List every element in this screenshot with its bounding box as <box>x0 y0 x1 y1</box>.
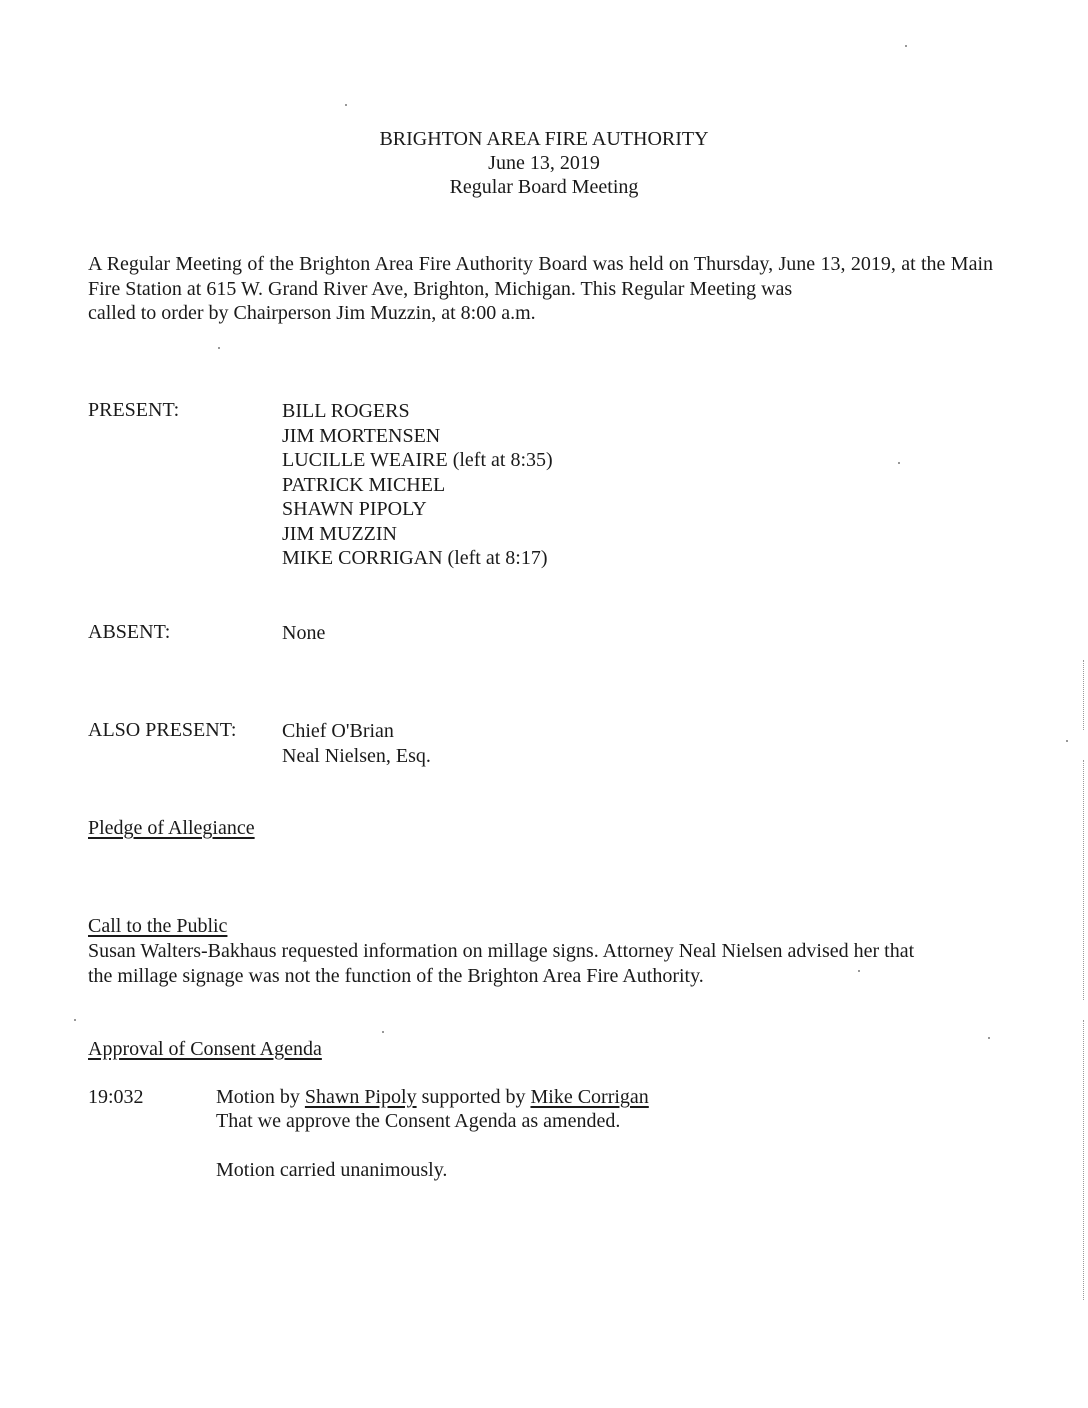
scan-margin-mark <box>1083 1020 1084 1300</box>
motion-prefix: Motion by <box>216 1086 305 1108</box>
meeting-type: Regular Board Meeting <box>449 176 639 198</box>
present-member: MIKE CORRIGAN (left at 8:17) <box>282 547 548 569</box>
pledge-heading: Pledge of Allegiance <box>88 817 255 839</box>
motion-mover: Shawn Pipoly <box>304 1086 417 1108</box>
intro-last-line: called to order by Chairperson Jim Muzzin, at 8:00 a.m. <box>88 302 536 324</box>
present-member: SHAWN PIPOLY <box>282 498 427 520</box>
scan-speck <box>898 462 900 464</box>
scan-speck <box>382 1031 384 1033</box>
consent-agenda-heading: Approval of Consent Agenda <box>88 1038 322 1060</box>
call-to-public-last-line: the millage signage was not the function of the Brighton Area Fire Authority. <box>88 964 704 987</box>
intro-text: A Regular Meeting of the Brighton Area Fire Authority Board was held on Thursday, June 13, 2019, at the Main Fire Station at 615 W. Grand River Ave, Brighton, Michigan. This Regular Meeting was <box>88 253 993 300</box>
scan-speck <box>905 45 907 47</box>
call-to-public-text: Susan Walters-Bakhaus requested information on millage signs. Attorney Neal Nielsen advised her that <box>88 940 915 962</box>
motion-line <box>216 1086 649 1109</box>
also-present-member: Neal Nielsen, Esq. <box>282 744 431 767</box>
motion-supporter: Mike Corrigan <box>530 1086 649 1108</box>
absent-label: ABSENT: <box>88 621 171 643</box>
scan-speck <box>218 347 220 349</box>
scan-speck <box>74 1019 76 1021</box>
scan-speck <box>1066 740 1068 742</box>
present-list <box>282 399 553 571</box>
present-member: JIM MUZZIN <box>282 522 397 545</box>
scan-margin-mark <box>1083 760 1084 1000</box>
scan-margin-mark <box>1083 660 1084 730</box>
scan-speck <box>345 104 347 106</box>
motion-text: That we approve the Consent Agenda as amended. <box>216 1110 621 1132</box>
present-member: PATRICK MICHEL <box>282 473 446 496</box>
call-to-public-paragraph <box>88 939 993 988</box>
present-member: LUCILLE WEAIRE (left at 8:35) <box>282 449 553 471</box>
organization-title: BRIGHTON AREA FIRE AUTHORITY <box>379 128 709 150</box>
motion-result: Motion carried unanimously. <box>216 1159 448 1181</box>
meeting-date: June 13, 2019 <box>488 152 600 174</box>
scan-speck <box>858 970 860 972</box>
also-present-member: Chief O'Brian <box>282 720 394 742</box>
scan-speck <box>988 1037 990 1039</box>
present-member: JIM MORTENSEN <box>282 424 441 447</box>
document-header <box>0 127 1088 199</box>
motion-number: 19:032 <box>88 1086 144 1108</box>
intro-paragraph <box>88 252 993 326</box>
call-to-public-heading: Call to the Public <box>88 915 228 937</box>
also-present-list <box>282 719 431 768</box>
also-present-label: ALSO PRESENT: <box>88 719 237 741</box>
motion-middle: supported by <box>416 1086 531 1108</box>
present-label: PRESENT: <box>88 399 180 421</box>
present-member: BILL ROGERS <box>282 400 410 422</box>
absent-value: None <box>282 622 326 644</box>
